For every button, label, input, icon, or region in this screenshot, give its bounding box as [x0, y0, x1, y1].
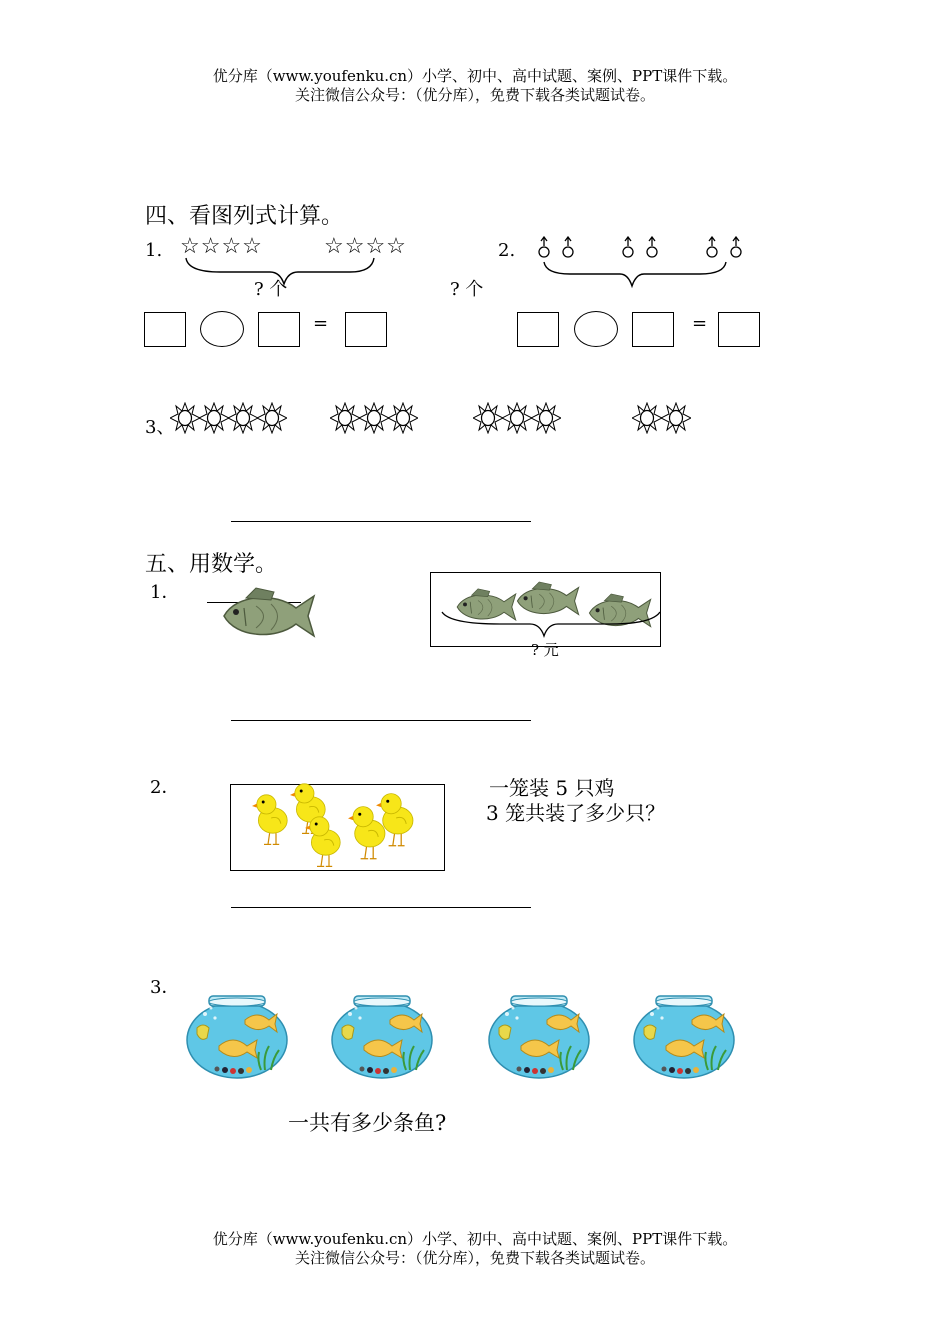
header-line-2: 关注微信公众号：（优分库），免费下载各类试题试卷。: [294, 86, 655, 104]
equals-sign-1: =: [313, 313, 329, 334]
fishbowl-4: [632, 994, 736, 1080]
fishbowl-2: [330, 994, 434, 1080]
answer-box-6[interactable]: [718, 312, 760, 347]
q3-number: 3、: [145, 417, 175, 438]
q2-number: 2.: [498, 240, 516, 261]
s5-q2-number: 2．: [150, 777, 180, 798]
price-line-right: [591, 646, 647, 647]
answer-box-3[interactable]: [345, 312, 387, 347]
answer-line-s4q3[interactable]: [231, 521, 531, 522]
chick-3: [305, 812, 345, 868]
operator-oval-1[interactable]: [200, 311, 244, 347]
s5-q2-text-2: 3 笼共装了多少只？: [486, 801, 666, 825]
answer-box-1[interactable]: [144, 312, 186, 347]
s5-q2-text-1: 一笼装 5 只鸡: [489, 776, 615, 800]
q2-gourd-group-3: [706, 236, 746, 260]
equals-sign-2: =: [692, 313, 708, 334]
answer-box-5[interactable]: [632, 312, 674, 347]
header-line-1: 优分库（www.youfenku.cn）小学、初中、高中试题、案例、PPT课件下载。: [212, 67, 738, 85]
sun-group-2: [330, 398, 420, 438]
s5-q3-question: 一共有多少条鱼?: [288, 1111, 447, 1135]
footer-line-2: 关注微信公众号：（优分库），免费下载各类试题试卷。: [294, 1249, 655, 1267]
fishbowl-1: [185, 994, 289, 1080]
q2-question-label: ? 个: [450, 279, 484, 300]
fishbowl-3: [487, 994, 591, 1080]
q2-gourd-group-2: [622, 236, 662, 260]
chick-1: [252, 788, 292, 848]
section-4-title: 四、看图列式计算。: [145, 204, 344, 229]
q1-stars-group-b: ☆☆☆☆: [324, 234, 407, 259]
fish-single: [216, 586, 316, 646]
q1-stars-group-a: ☆☆☆☆: [180, 234, 263, 259]
page-footer: [0, 1230, 950, 1268]
s5-q3-number: 3．: [150, 977, 180, 998]
answer-line-s5q1[interactable]: [231, 720, 531, 721]
operator-oval-2[interactable]: [574, 311, 618, 347]
sun-group-4: [632, 398, 694, 438]
footer-line-1: 优分库（www.youfenku.cn）小学、初中、高中试题、案例、PPT课件下载。: [212, 1230, 738, 1248]
s5-q1-number: 1．: [150, 582, 180, 603]
price-question-label: ? 元: [531, 641, 559, 659]
chick-5: [376, 788, 418, 848]
sun-group-3: [473, 398, 563, 438]
section-5-title: 五、用数学。: [145, 552, 278, 577]
fish-brace: [440, 606, 662, 642]
q1-question-label: ? 个: [254, 279, 288, 300]
q2-gourd-group-1: [538, 236, 578, 260]
answer-box-4[interactable]: [517, 312, 559, 347]
answer-line-s5q2[interactable]: [231, 907, 531, 908]
answer-box-2[interactable]: [258, 312, 300, 347]
page-header: [0, 67, 950, 105]
price-line-left: [481, 646, 526, 647]
q2-brace: [540, 260, 730, 290]
q1-number: 1.: [145, 240, 163, 261]
sun-group-1: [170, 398, 290, 438]
